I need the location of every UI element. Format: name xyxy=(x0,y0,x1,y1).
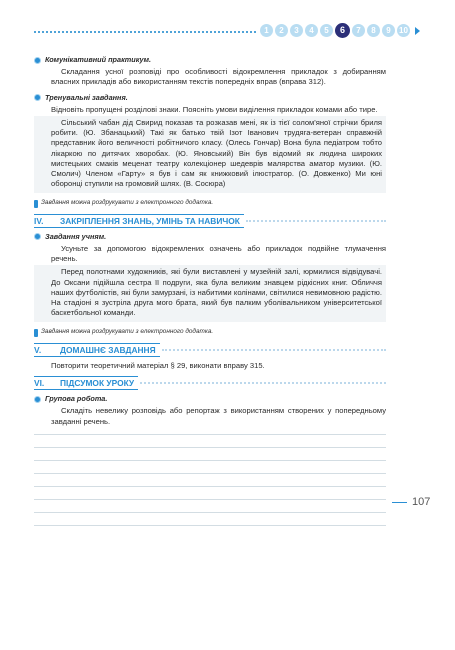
writing-line[interactable] xyxy=(34,473,386,474)
dotted-rule xyxy=(246,220,386,222)
writing-line[interactable] xyxy=(34,499,386,500)
task-text: Складання усної розповіді про особливості відокремлення прикладок з добиранням власних прикладів або використанням текстів попередніх вправ (вправа 312). xyxy=(51,67,386,87)
section-heading xyxy=(34,343,386,357)
page-number-text: 107 xyxy=(412,496,431,508)
writing-line[interactable] xyxy=(34,434,386,435)
note-icon xyxy=(34,200,38,208)
homework-text: Повторити теоретичний матеріал § 29, виконати вправу 315. xyxy=(51,360,265,370)
page-number-dash xyxy=(392,502,407,503)
writing-line[interactable] xyxy=(34,525,386,526)
dotted-rule xyxy=(162,349,386,351)
bullet-icon xyxy=(34,57,41,64)
task-header-text: Завдання учням. xyxy=(45,231,107,241)
section-title: ЗАКРІПЛЕННЯ ЗНАНЬ, УМІНЬ ТА НАВИЧОК xyxy=(60,215,240,226)
writing-lines xyxy=(34,434,386,526)
task-header-text: Комунікативний практикум. xyxy=(45,55,151,64)
page-dot-4[interactable]: 4 xyxy=(305,24,318,37)
note-text: Завдання можна роздрукувати з електронного додатка. xyxy=(41,199,214,207)
note-text: Завдання можна роздрукувати з електронного додатка. xyxy=(41,328,214,336)
page-content xyxy=(34,55,386,538)
page-dot-10[interactable]: 10 xyxy=(397,24,410,37)
page-number xyxy=(392,496,430,508)
page-dot-5[interactable]: 5 xyxy=(320,24,333,37)
exercise-text: Сільський чабан дід Свирид показав та розказав мені, як із тієї солом'яної стрічки бриля робити. (Ю. Збанацький) Такі як батько твій Ізот Іванович трудяга-ветеран справжній представник його величності робітничого класу. (Олесь Гончар) Вона була педіатром тобто лікаркою по дитячих хворобах. (Ю. Яновський) Він був відомий як людина широких мистецьких смаків меценат театру колекціонер шедеврів малярства аматор музики. (Ю. Смолич) Членом «Гарту» я був і сам як книжковий ілюстратор. (О. Довженко) Ми юні оборонці ступили на громовий шлях. (В. Сосюра) xyxy=(51,118,382,189)
task-text: Відновіть пропущені розділові знаки. Поясніть умови виділення прикладок комами або тире. xyxy=(51,104,378,114)
exercise-box xyxy=(34,116,386,193)
page-dot-8[interactable]: 8 xyxy=(367,24,380,37)
task-text: Усуньте за допомогою відокремлених означень або прикладок подвійне тлумачення речень. xyxy=(51,244,386,264)
page-dot-3[interactable]: 3 xyxy=(290,24,303,37)
task-text: Складіть невелику розповідь або репортаж з використанням створених у попередньому завданні речень. xyxy=(51,406,386,426)
page-nav-bar xyxy=(34,24,439,40)
print-note xyxy=(34,327,386,337)
dotted-rule xyxy=(140,382,386,384)
task-header xyxy=(34,93,386,103)
writing-line[interactable] xyxy=(34,512,386,513)
section-title: ПІДСУМОК УРОКУ xyxy=(60,378,135,389)
page-indicators xyxy=(260,24,420,38)
page-dot-2[interactable]: 2 xyxy=(275,24,288,37)
task-header xyxy=(34,232,386,242)
section-number: VI. xyxy=(34,378,45,389)
bullet-icon xyxy=(34,94,41,101)
task-header xyxy=(34,55,386,65)
writing-line[interactable] xyxy=(34,486,386,487)
writing-line[interactable] xyxy=(34,460,386,461)
next-arrow-icon[interactable] xyxy=(415,27,420,35)
section-title: ДОМАШНЄ ЗАВДАННЯ xyxy=(60,344,156,355)
page-dot-6[interactable]: 6 xyxy=(335,23,350,38)
bullet-icon xyxy=(34,233,41,240)
print-note xyxy=(34,198,386,208)
task-header-text: Групова робота. xyxy=(45,394,108,404)
exercise-box xyxy=(34,265,386,322)
dotted-rule xyxy=(34,31,256,33)
section-number: V. xyxy=(34,344,42,355)
page-dot-1[interactable]: 1 xyxy=(260,24,273,37)
writing-line[interactable] xyxy=(34,447,386,448)
page-dot-9[interactable]: 9 xyxy=(382,24,395,37)
bullet-icon xyxy=(34,396,41,403)
task-header xyxy=(34,394,386,404)
exercise-text: Перед полотнами художників, які були виставлені у музейній залі, юрмилися відвідувачі. До Оксани підійшла сестра її подруги, яка була великим знавцем рідкісних книг. Обличчя наших футболістів, які були замурзані, із набитими колінами, світилися невимовною радістю. На стадіоні я зустріла друга мого брата, який був палким уболівальником університетської баскетбольної команди. xyxy=(51,267,382,318)
section-heading xyxy=(34,214,386,228)
page-dot-7[interactable]: 7 xyxy=(352,24,365,37)
section-number: IV. xyxy=(34,215,44,226)
section-heading xyxy=(34,376,386,390)
note-icon xyxy=(34,329,38,337)
task-header-text: Тренувальні завдання. xyxy=(45,92,128,102)
